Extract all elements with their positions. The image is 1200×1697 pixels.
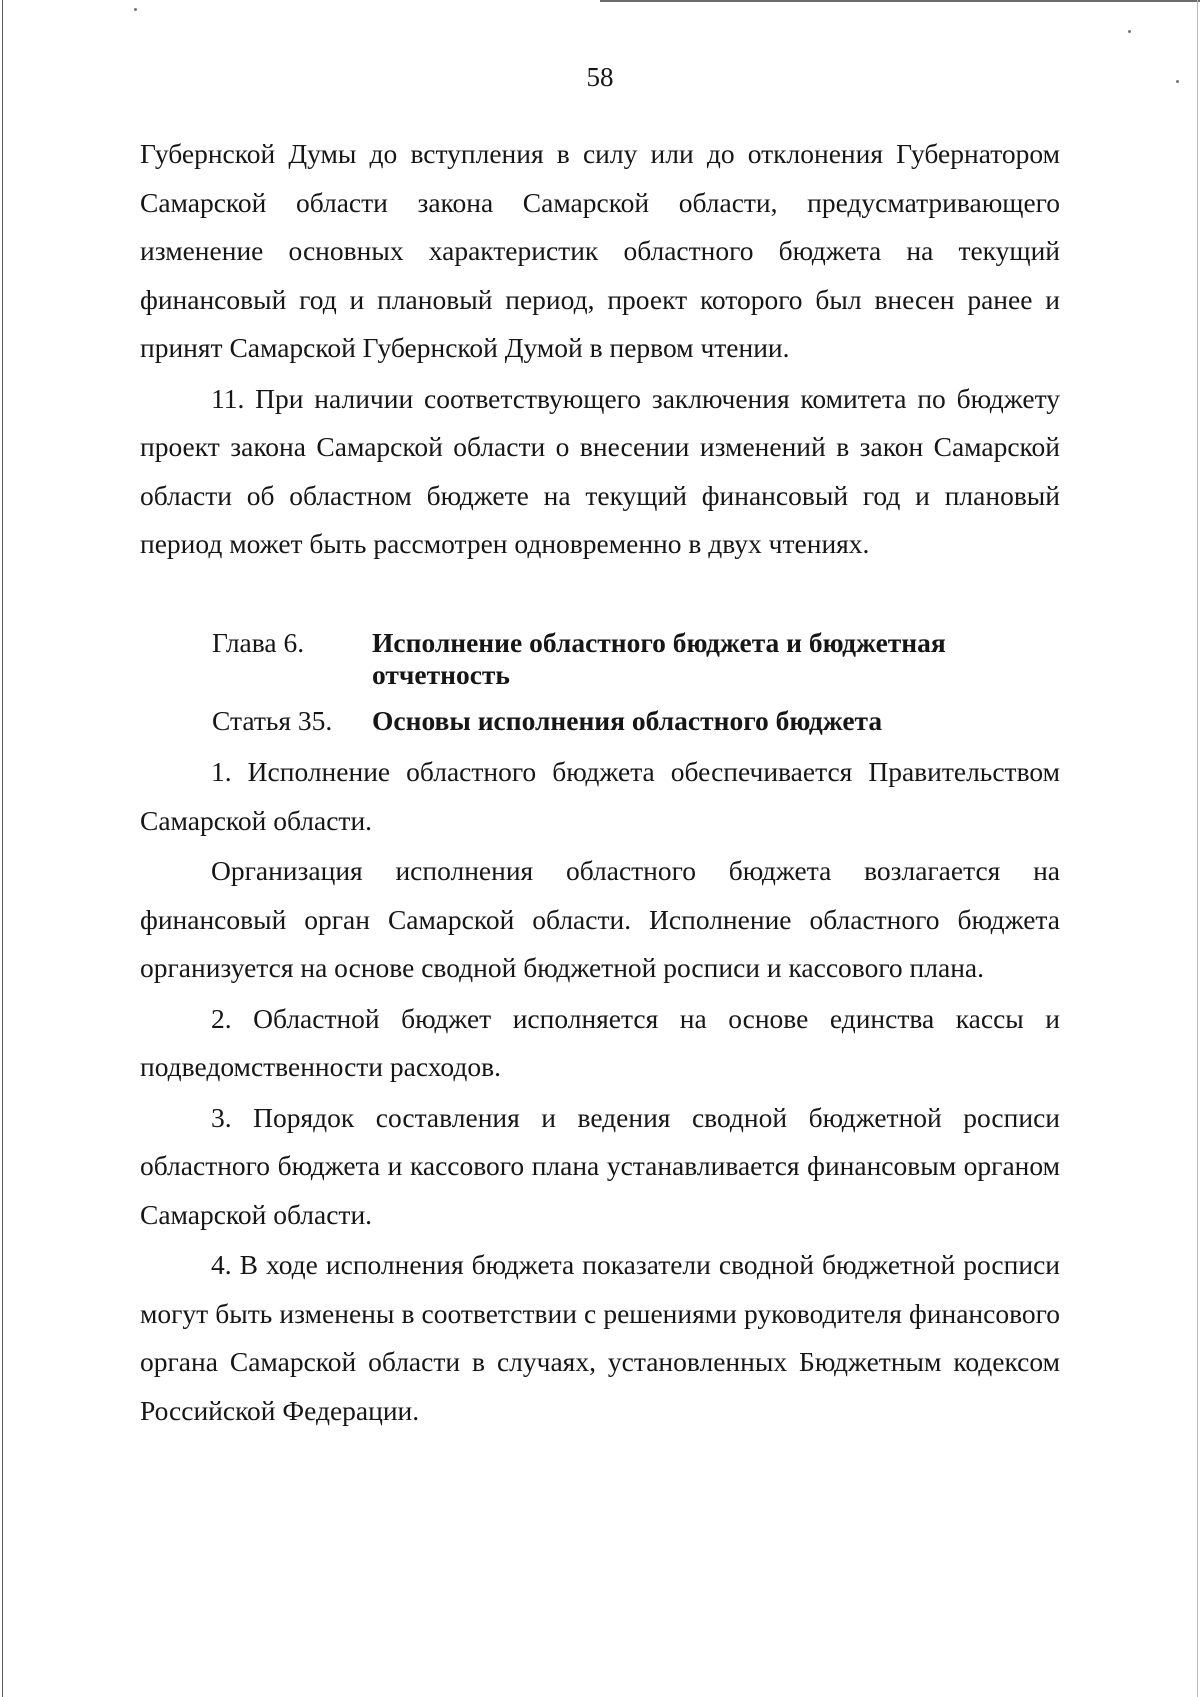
- article-number: Статья 35.: [212, 705, 333, 736]
- scan-speck: [1128, 30, 1131, 33]
- paragraph-item-4: 4. В ходе исполнения бюджета показатели сводной бюджетной росписи могут быть изменены в соответствии с решениями руководителя финансового органа Самарской области в случаях, установленных Бюджетным кодексом Российской Федерации.: [140, 1249, 1060, 1426]
- paragraph-item-11: 11. При наличии соответствующего заключения комитета по бюджету проект закона Самарской области о внесении изменений в закон Самарской области об областном бюджете на текущий финансовый год и плановый период может быть рассмотрен одновременно в двух чтениях.: [140, 382, 1060, 559]
- chapter-number: Глава 6.: [212, 627, 305, 658]
- paragraph-item-2: 2. Областной бюджет исполняется на основе единства кассы и подведомственности расходов.: [140, 1002, 1060, 1082]
- scan-edge-top: [600, 0, 1200, 2]
- continued-text-block: [140, 130, 1060, 569]
- paragraph-continuation: Губернской Думы до вступления в силу или до отклонения Губернатором Самарской области закона Самарской области, предусматривающего изменение основных характеристик областного бюджета на текущий финансовый год и плановый период, проект которого был внесен ранее и принят Самарской Губернской Думой в первом чтении.: [140, 138, 1060, 363]
- article-text-block: [140, 748, 1060, 1435]
- scan-edge-left: [2, 0, 3, 1697]
- paragraph-item-1: 1. Исполнение областного бюджета обеспечивается Правительством Самарской области.: [140, 756, 1060, 836]
- page-number: 58: [586, 62, 614, 92]
- scan-edge-right: [1197, 0, 1198, 1697]
- paragraph-item-3: 3. Порядок составления и ведения сводной бюджетной росписи областного бюджета и кассового плана устанавливается финансовым органом Самарской области.: [140, 1101, 1060, 1230]
- chapter-title: Исполнение областного бюджета и бюджетная отчетность: [372, 627, 946, 690]
- scan-speck: [134, 8, 137, 11]
- paragraph-organization: Организация исполнения областного бюджета возлагается на финансовый орган Самарской области. Исполнение областного бюджета организуется на основе сводной бюджетной росписи и кассового плана.: [140, 855, 1060, 983]
- article-title: Основы исполнения областного бюджета: [372, 705, 883, 736]
